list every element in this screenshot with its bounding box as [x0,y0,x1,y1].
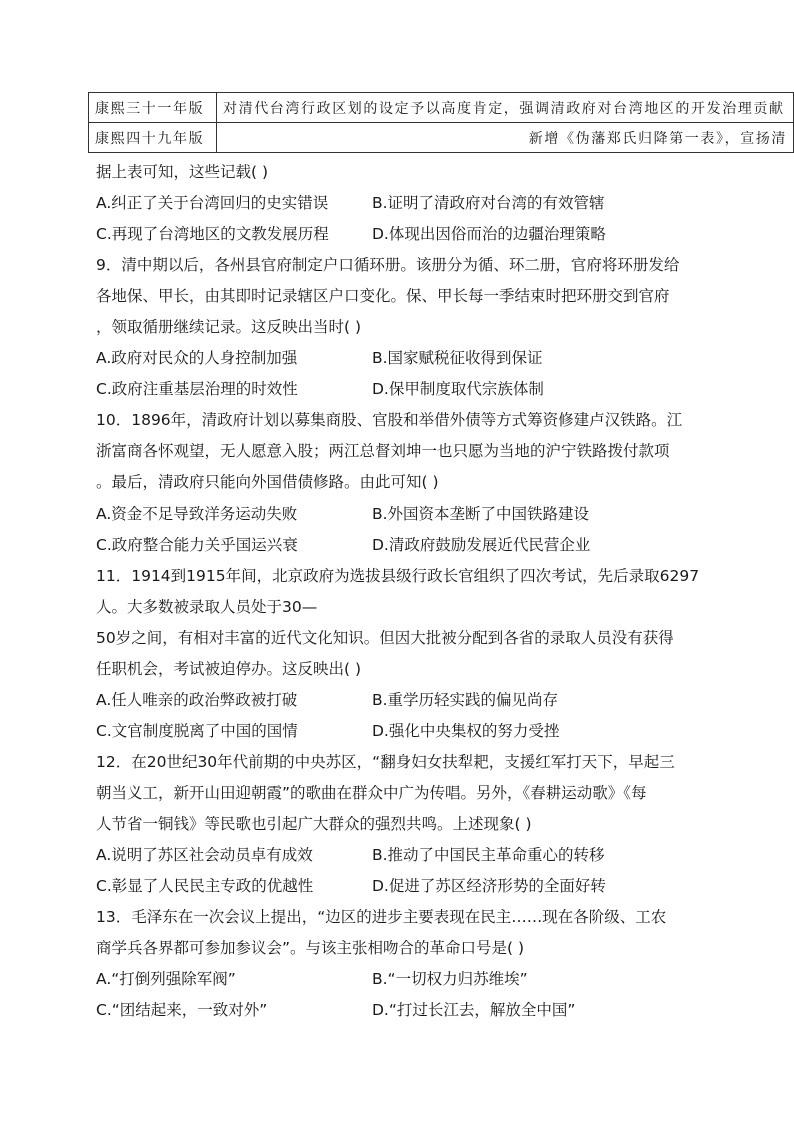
question-9-option-c: C.政府注重基层治理的时效性 [96,380,298,398]
question-9-line: 各地保、甲长，由其即时记录辖区户口变化。保、甲长每一季结束时把环册交到官府 [96,287,670,305]
question-13-option-d: D.“打过长江去，解放全中国” [372,1001,576,1019]
question-8-option-c: C.再现了台湾地区的文教发展历程 [96,225,329,243]
table-cell-content: 新增《伪藩郑氏归降第一表》，宣扬清 [217,123,794,153]
question-13-line: 13．毛泽东在一次会议上提出，“边区的进步主要表现在民主……现在各阶级、工农 [96,908,667,926]
question-9-option-b: B.国家赋税征收得到保证 [372,349,543,367]
question-11-line: 50岁之间，有相对丰富的近代文化知识。但因大批被分配到各省的录取人员没有获得 [96,629,674,647]
question-8-option-d: D.体现出因俗而治的边疆治理策略 [372,225,606,243]
question-11-option-d: D.强化中央集权的努力受挫 [372,722,560,740]
question-10-option-d: D.清政府鼓励发展近代民营企业 [372,536,591,554]
question-10-line: 浙富商各怀观望，无人愿意入股；两江总督刘坤一也只愿为当地的沪宁铁路拨付款项 [96,442,670,460]
question-13-option-b: B.“一切权力归苏维埃” [372,970,528,988]
question-10-option-a: A.资金不足导致洋务运动失败 [96,505,298,523]
question-12-line: 12．在20世纪30年代前期的中央苏区，“翻身妇女扶犁耙，支援红军打天下，早起三 [96,753,675,771]
question-12-line: 人节省一铜钱》等民歌也引起广大群众的强烈共鸣。上述现象( ) [96,815,532,833]
question-10-option-c: C.政府整合能力关乎国运兴衰 [96,536,298,554]
source-table [88,92,794,153]
question-10-line: 10．1896年，清政府计划以募集商股、官股和举借外债等方式筹资修建卢汉铁路。江 [96,411,683,429]
question-13-line: 商学兵各界都可参加参议会”。与该主张相吻合的革命口号是( ) [96,939,525,957]
table-cell-content: 对清代台湾行政区划的设定予以高度肯定，强调清政府对台湾地区的开发治理贡献 [217,93,794,123]
question-12-line: 朝当义工，新开山田迎朝霞”的歌曲在群众中广为传唱。另外，《春耕运动歌》《每 [96,784,647,802]
question-8-stem: 据上表可知，这些记载( ) [96,163,269,181]
question-12-option-c: C.彰显了人民民主专政的优越性 [96,877,314,895]
question-11-line: 任职机会，考试被迫停办。这反映出( ) [96,660,362,678]
table-cell-edition: 康熙四十九年版 [89,123,217,153]
question-11-option-a: A.任人唯亲的政治弊政被打破 [96,691,298,709]
table-row [89,123,794,153]
question-9-option-a: A.政府对民众的人身控制加强 [96,349,298,367]
table-cell-edition: 康熙三十一年版 [89,93,217,123]
question-11-option-b: B.重学历轻实践的偏见尚存 [372,691,559,709]
table-row [89,93,794,123]
question-12-option-b: B.推动了中国民主革命重心的转移 [372,846,605,864]
question-8-option-a: A.纠正了关于台湾回归的史实错误 [96,194,329,212]
question-11-line: 11．1914到1915年间，北京政府为选拔县级行政长官组织了四次考试，先后录取6297 [96,567,700,585]
question-9-line: ，领取循册继续记录。这反映出当时( ) [96,318,362,336]
question-13-option-a: A.“打倒列强除军阀” [96,970,236,988]
question-10-line: 。最后，清政府只能向外国借债修路。由此可知( ) [96,473,439,491]
question-11-option-c: C.文官制度脱离了中国的国情 [96,722,298,740]
question-11-line: 人。大多数被录取人员处于30— [96,598,318,616]
question-9-line: 9．清中期以后，各州县官府制定户口循环册。该册分为循、环二册，官府将环册发给 [96,256,680,274]
question-12-option-d: D.促进了苏区经济形势的全面好转 [372,877,606,895]
question-10-option-b: B.外国资本垄断了中国铁路建设 [372,505,590,523]
question-13-option-c: C.“团结起来，一致对外” [96,1001,268,1019]
question-8-option-b: B.证明了清政府对台湾的有效管辖 [372,194,605,212]
question-9-option-d: D.保甲制度取代宗族体制 [372,380,544,398]
question-12-option-a: A.说明了苏区社会动员卓有成效 [96,846,313,864]
